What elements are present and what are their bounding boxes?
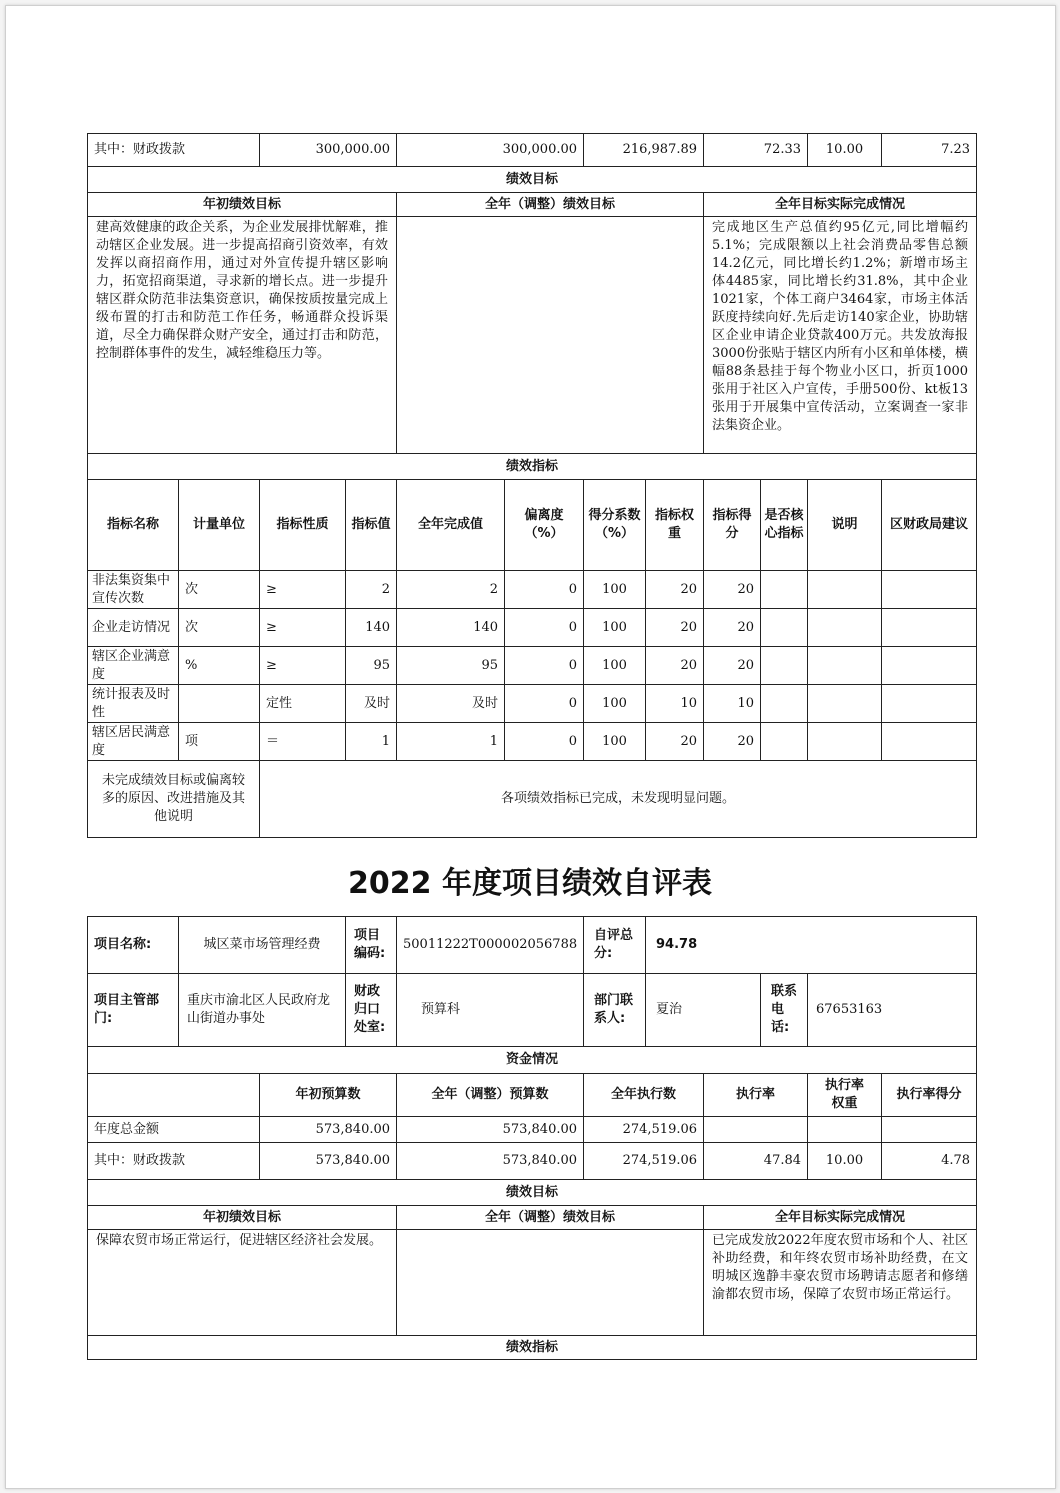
phone: 67653163: [808, 974, 977, 1047]
indicator-row: [88, 685, 977, 723]
self-score: 94.78: [646, 917, 977, 974]
indicator-deviation: 0: [505, 723, 584, 761]
col-core: 是否核心指标: [761, 480, 808, 571]
indicator-deviation: 0: [505, 609, 584, 647]
funds-header-row: [88, 1074, 977, 1117]
indicator-name: 企业走访情况: [88, 609, 179, 647]
indicator-core: [761, 647, 808, 685]
indicator-note: [808, 723, 882, 761]
indicator-score: 20: [704, 647, 761, 685]
indicator-deviation: 0: [505, 571, 584, 609]
fiscal-score: 4.78: [882, 1143, 977, 1180]
actual-goal-header: 全年目标实际完成情况: [704, 193, 977, 217]
remark-label: 未完成绩效目标或偏离较多的原因、改进措施及其他说明: [88, 761, 260, 838]
initial-goal-text: 保障农贸市场正常运行，促进辖区经济社会发展。: [88, 1230, 397, 1336]
funds-col-rate: 执行率: [704, 1074, 808, 1117]
fiscal-rate: 72.33: [704, 134, 808, 167]
department-row: [88, 974, 977, 1047]
indicator-coefficient: 100: [584, 571, 646, 609]
project-info-row: [88, 917, 977, 974]
indicator-score: 20: [704, 571, 761, 609]
indicator-done: 及时: [397, 685, 505, 723]
self-score-label: 自评总分:: [584, 917, 646, 974]
indicator-value: 140: [346, 609, 397, 647]
total-row: [88, 1117, 977, 1143]
indicator-name: 辖区企业满意度: [88, 647, 179, 685]
indicator-unit: %: [179, 647, 260, 685]
col-done: 全年完成值: [397, 480, 505, 571]
indicator-value: 1: [346, 723, 397, 761]
office: 预算科: [397, 974, 584, 1047]
col-score: 指标得分: [704, 480, 761, 571]
indicator-row: [88, 609, 977, 647]
funds-col-weight: 执行率权重: [808, 1074, 882, 1117]
indicator-advice: [882, 571, 977, 609]
fiscal-rate: 47.84: [704, 1143, 808, 1180]
total-executed: 274,519.06: [584, 1117, 704, 1143]
indicators-heading: 绩效指标: [88, 1336, 977, 1360]
funds-col-score: 执行率得分: [882, 1074, 977, 1117]
indicator-nature: ≥: [260, 571, 346, 609]
funds-header-blank: [88, 1074, 260, 1117]
actual-goal-text: 已完成发放2022年度农贸市场和个人、社区补助经费，和年终农贸市场补助经费，在文明城区逸静丰豪农贸市场聘请志愿者和修缮渝都农贸市场，保障了农贸市场正常运行。: [704, 1230, 977, 1336]
indicator-unit: [179, 685, 260, 723]
actual-goal-header: 全年目标实际完成情况: [704, 1206, 977, 1230]
indicator-name: 非法集资集中宣传次数: [88, 571, 179, 609]
indicator-header-row: [88, 480, 977, 571]
adjusted-goal-header: 全年（调整）绩效目标: [397, 193, 704, 217]
indicator-done: 140: [397, 609, 505, 647]
fiscal-weight: 10.00: [808, 134, 882, 167]
indicator-row: [88, 723, 977, 761]
funds-heading: 资金情况: [88, 1047, 977, 1074]
goals-heading: 绩效目标: [88, 167, 977, 193]
indicator-unit: 次: [179, 609, 260, 647]
col-unit: 计量单位: [179, 480, 260, 571]
indicator-weight: 10: [646, 685, 704, 723]
indicator-nature: ＝: [260, 723, 346, 761]
indicator-weight: 20: [646, 647, 704, 685]
col-note: 说明: [808, 480, 882, 571]
indicators-heading: 绩效指标: [88, 454, 977, 480]
funds-col-adjusted: 全年（调整）预算数: [397, 1074, 584, 1117]
fiscal-score: 7.23: [882, 134, 977, 167]
indicator-value: 95: [346, 647, 397, 685]
indicator-name: 统计报表及时性: [88, 685, 179, 723]
fiscal-label: 其中：财政拨款: [88, 1143, 260, 1180]
fiscal-row: [88, 134, 977, 167]
total-weight: [808, 1117, 882, 1143]
lower-evaluation-table: [87, 916, 977, 1360]
indicator-done: 2: [397, 571, 505, 609]
initial-goal-header: 年初绩效目标: [88, 1206, 397, 1230]
office-label: 财政归口处室:: [346, 974, 397, 1047]
indicator-score: 20: [704, 609, 761, 647]
indicator-done: 1: [397, 723, 505, 761]
total-label: 年度总金额: [88, 1117, 260, 1143]
indicator-coefficient: 100: [584, 723, 646, 761]
col-coefficient: 得分系数（%）: [584, 480, 646, 571]
indicator-done: 95: [397, 647, 505, 685]
col-indicator-name: 指标名称: [88, 480, 179, 571]
indicator-score: 10: [704, 685, 761, 723]
indicator-row: [88, 571, 977, 609]
indicator-advice: [882, 685, 977, 723]
indicator-row: [88, 647, 977, 685]
adjusted-goal-text: [397, 217, 704, 454]
indicator-core: [761, 685, 808, 723]
indicator-value: 及时: [346, 685, 397, 723]
indicator-nature: ≥: [260, 647, 346, 685]
total-rate: [704, 1117, 808, 1143]
project-code-label: 项目编码:: [346, 917, 397, 974]
indicator-coefficient: 100: [584, 609, 646, 647]
fiscal-initial: 573,840.00: [260, 1143, 397, 1180]
indicator-note: [808, 647, 882, 685]
actual-goal-text: 完成地区生产总值约95亿元,同比增幅约5.1%；完成限额以上社会消费品零售总额14.2亿元，同比增长约1.2%；新增市场主体4485家，同比增长约31.8%，其中企业1021家，个体工商户3464家，市场主体活跃度持续向好.先后走访140家企业，协助辖区企业申请企业贷款400万元。共发放海报3000份张贴于辖区内所有小区和单体楼，横幅88条悬挂于每个物业小区口，折页1000张用于社区入户宣传，手册500份、kt板13张用于开展集中宣传活动，立案调查一家非法集资企业。: [704, 217, 977, 454]
goals-heading: 绩效目标: [88, 1180, 977, 1206]
project-name: 城区菜市场管理经费: [179, 917, 346, 974]
fiscal-label: 其中：财政拨款: [88, 134, 260, 167]
form-title: 2022 年度项目绩效自评表: [348, 866, 712, 901]
funds-col-initial: 年初预算数: [260, 1074, 397, 1117]
dept-label: 项目主管部门:: [88, 974, 179, 1047]
total-initial: 573,840.00: [260, 1117, 397, 1143]
indicator-advice: [882, 609, 977, 647]
upper-evaluation-table: [87, 133, 977, 838]
adjusted-goal-header: 全年（调整）绩效目标: [397, 1206, 704, 1230]
remark-row: [88, 761, 977, 838]
indicator-unit: 项: [179, 723, 260, 761]
fiscal-adjusted: 300,000.00: [397, 134, 584, 167]
fiscal-weight: 10.00: [808, 1143, 882, 1180]
indicator-deviation: 0: [505, 685, 584, 723]
col-advice: 区财政局建议: [882, 480, 977, 571]
indicator-nature: ≥: [260, 609, 346, 647]
indicator-core: [761, 609, 808, 647]
fiscal-initial: 300,000.00: [260, 134, 397, 167]
remark-text: 各项绩效指标已完成，未发现明显问题。: [260, 761, 977, 838]
initial-goal-text: 建高效健康的政企关系，为企业发展排忧解难，推动辖区企业发展。进一步提高招商引资效率，有效发挥以商招商作用，通过对外宣传提升辖区影响力，拓宽招商渠道，寻求新的增长点。进一步提升辖区群众防范非法集资意识，确保按质按量完成上级布置的打击和防范工作任务，畅通群众投诉渠道，尽全力确保群众财产安全，通过打击和防范，控制群体事件的发生，减轻维稳压力等。: [88, 217, 397, 454]
indicator-deviation: 0: [505, 647, 584, 685]
indicator-core: [761, 723, 808, 761]
fiscal-adjusted: 573,840.00: [397, 1143, 584, 1180]
indicator-score: 20: [704, 723, 761, 761]
total-adjusted: 573,840.00: [397, 1117, 584, 1143]
indicator-coefficient: 100: [584, 647, 646, 685]
indicator-advice: [882, 647, 977, 685]
col-value: 指标值: [346, 480, 397, 571]
col-weight: 指标权重: [646, 480, 704, 571]
indicator-unit: 次: [179, 571, 260, 609]
adjusted-goal-text: [397, 1230, 704, 1336]
contact-label: 部门联系人:: [584, 974, 646, 1047]
funds-col-executed: 全年执行数: [584, 1074, 704, 1117]
col-deviation: 偏离度（%）: [505, 480, 584, 571]
indicator-weight: 20: [646, 609, 704, 647]
indicator-weight: 20: [646, 571, 704, 609]
project-name-label: 项目名称:: [88, 917, 179, 974]
indicator-coefficient: 100: [584, 685, 646, 723]
indicator-weight: 20: [646, 723, 704, 761]
indicator-value: 2: [346, 571, 397, 609]
indicator-note: [808, 685, 882, 723]
fiscal-executed: 274,519.06: [584, 1143, 704, 1180]
indicator-note: [808, 571, 882, 609]
indicator-nature: 定性: [260, 685, 346, 723]
indicator-note: [808, 609, 882, 647]
phone-label: 联系电话:: [761, 974, 808, 1047]
project-code: 50011222T000002056788: [397, 917, 584, 974]
contact: 夏治: [646, 974, 761, 1047]
dept: 重庆市渝北区人民政府龙山街道办事处: [179, 974, 346, 1047]
fiscal-row: [88, 1143, 977, 1180]
indicator-core: [761, 571, 808, 609]
col-nature: 指标性质: [260, 480, 346, 571]
indicator-name: 辖区居民满意度: [88, 723, 179, 761]
fiscal-executed: 216,987.89: [584, 134, 704, 167]
initial-goal-header: 年初绩效目标: [88, 193, 397, 217]
indicator-advice: [882, 723, 977, 761]
total-score: [882, 1117, 977, 1143]
